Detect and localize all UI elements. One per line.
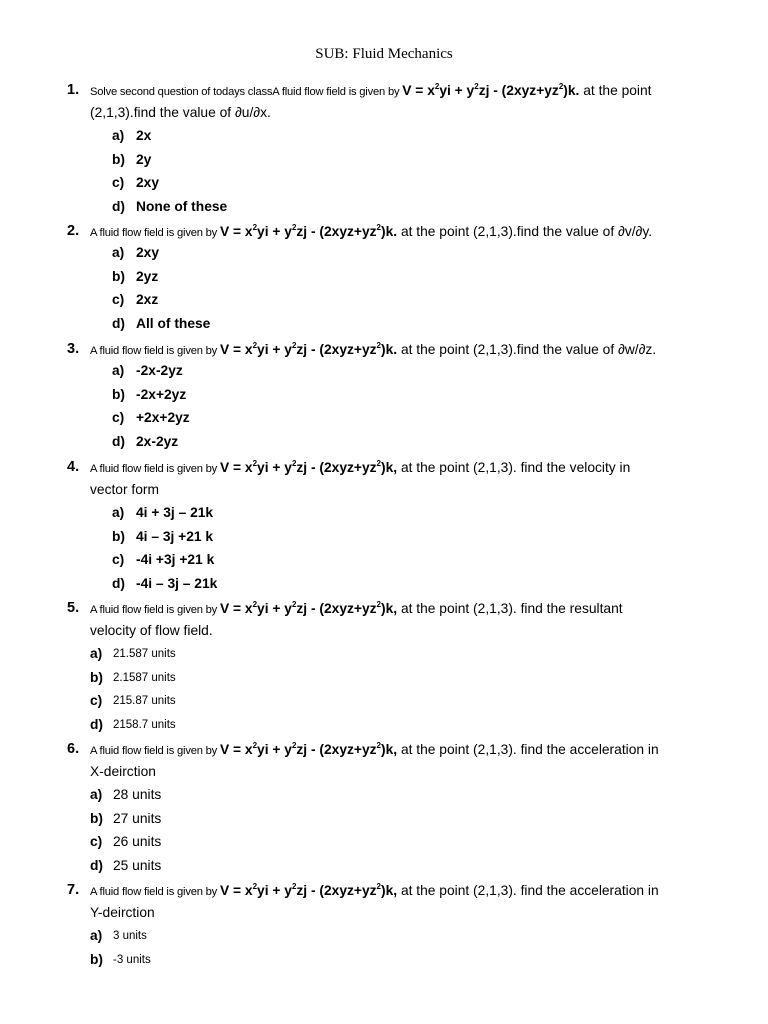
question-number: 7. bbox=[67, 882, 80, 898]
velocity-equation: $V = x^2yi + y^2zj - (2xyz+yz^2)k$, bbox=[219, 600, 398, 616]
option-text: 3 units bbox=[113, 930, 147, 942]
option-d[interactable] bbox=[0, 314, 768, 338]
option-text: 2x-2yz bbox=[136, 433, 179, 449]
option-b[interactable] bbox=[0, 809, 768, 833]
option-label: d) bbox=[112, 433, 126, 449]
option-text: 28 units bbox=[113, 787, 162, 802]
question-number: 3. bbox=[67, 341, 80, 357]
option-text: -4i – 3j – 21k bbox=[136, 575, 218, 591]
option-b[interactable] bbox=[0, 385, 768, 409]
question-tail: at the point bbox=[579, 83, 652, 98]
question-stem bbox=[90, 339, 720, 362]
option-label: c) bbox=[112, 175, 125, 190]
option-label: c) bbox=[112, 552, 125, 567]
option-label: c) bbox=[90, 834, 103, 849]
option-b[interactable] bbox=[0, 668, 768, 692]
option-text: -2x-2yz bbox=[136, 363, 183, 378]
option-text: 4i – 3j +21 k bbox=[136, 528, 214, 544]
option-text: 2158.7 units bbox=[113, 718, 176, 731]
velocity-equation: $V = x^2yi + y^2zj - (2xyz+yz^2)k$. bbox=[219, 223, 398, 239]
option-label: d) bbox=[112, 315, 126, 331]
option-c[interactable] bbox=[0, 550, 768, 574]
option-c[interactable] bbox=[0, 290, 768, 314]
question-intro: A fluid flow field is given by bbox=[90, 745, 220, 757]
question-2 bbox=[0, 221, 768, 337]
question-number: 5. bbox=[67, 600, 80, 616]
option-d[interactable] bbox=[0, 856, 768, 880]
option-label: b) bbox=[112, 151, 126, 167]
option-label: a) bbox=[112, 505, 125, 520]
question-stem bbox=[90, 880, 720, 903]
question-continuation: (2,1,3).find the value of ∂u/∂x. bbox=[90, 105, 271, 120]
option-text: -4i +3j +21 k bbox=[136, 552, 215, 567]
option-label: c) bbox=[112, 410, 125, 425]
question-4 bbox=[0, 457, 768, 597]
question-intro: A fluid flow field is given by bbox=[90, 886, 220, 898]
velocity-equation: $V = x^2yi + y^2zj - (2xyz+yz^2)k$, bbox=[219, 459, 398, 475]
option-text: -2x+2yz bbox=[136, 386, 187, 402]
option-b[interactable] bbox=[0, 527, 768, 551]
question-number: 1. bbox=[67, 82, 80, 98]
option-label: a) bbox=[112, 245, 125, 260]
option-text: 2y bbox=[136, 151, 152, 167]
question-continuation: vector form bbox=[90, 482, 159, 497]
question-tail: at the point (2,1,3). find the velocity in bbox=[397, 460, 631, 475]
option-text: 2yz bbox=[136, 268, 159, 284]
option-a[interactable] bbox=[0, 126, 768, 150]
option-text: 2x bbox=[136, 128, 152, 143]
option-label: c) bbox=[112, 292, 125, 307]
question-intro: A fluid flow field is given by bbox=[90, 463, 220, 475]
velocity-equation: $V = x^2yi + y^2zj - (2xyz+yz^2)k$. bbox=[219, 341, 398, 357]
velocity-equation: $V = x^2yi + y^2zj - (2xyz+yz^2)k$, bbox=[219, 882, 398, 898]
question-continuation: X-deirction bbox=[90, 764, 156, 779]
question-number: 6. bbox=[67, 741, 80, 757]
option-a[interactable] bbox=[0, 503, 768, 527]
option-label: b) bbox=[90, 669, 104, 685]
option-label: b) bbox=[112, 268, 126, 284]
velocity-equation: $V = x^2yi + y^2zj - (2xyz+yz^2)k$, bbox=[219, 741, 398, 757]
option-d[interactable] bbox=[0, 197, 768, 221]
option-text: 2.1587 units bbox=[113, 671, 176, 684]
option-label: a) bbox=[112, 363, 125, 378]
option-text: 4i + 3j – 21k bbox=[136, 505, 214, 520]
option-label: d) bbox=[112, 198, 126, 214]
question-intro: A fluid flow field is given by bbox=[90, 345, 220, 357]
option-label: a) bbox=[90, 787, 103, 802]
question-tail: at the point (2,1,3). find the acceleration in bbox=[397, 742, 659, 757]
option-text: 26 units bbox=[113, 834, 162, 849]
question-intro: Solve second question of todays classA fluid flow field is given by bbox=[90, 86, 403, 98]
option-c[interactable] bbox=[0, 173, 768, 197]
option-b[interactable] bbox=[0, 150, 768, 174]
option-text: None of these bbox=[136, 198, 228, 214]
option-text: 25 units bbox=[113, 857, 162, 873]
option-text: -3 units bbox=[113, 953, 151, 966]
option-label: b) bbox=[90, 951, 104, 967]
option-c[interactable] bbox=[0, 691, 768, 715]
question-7 bbox=[0, 880, 768, 973]
option-label: b) bbox=[112, 386, 126, 402]
question-continuation: Y-deirction bbox=[90, 905, 155, 920]
option-text: 215.87 units bbox=[113, 695, 176, 707]
option-label: b) bbox=[90, 810, 104, 826]
question-5 bbox=[0, 598, 768, 738]
option-label: b) bbox=[112, 528, 126, 544]
page-title: SUB: Fluid Mechanics bbox=[315, 46, 453, 62]
question-continuation: velocity of flow field. bbox=[90, 623, 213, 638]
option-label: a) bbox=[112, 128, 125, 143]
question-3 bbox=[0, 339, 768, 455]
option-label: a) bbox=[90, 928, 103, 943]
option-a[interactable] bbox=[0, 926, 768, 950]
option-text: 21.587 units bbox=[113, 648, 176, 660]
question-tail: at the point (2,1,3).find the value of ∂w/∂z. bbox=[397, 342, 657, 357]
question-tail: at the point (2,1,3). find the acceleration in bbox=[397, 883, 659, 898]
option-d[interactable] bbox=[0, 715, 768, 739]
question-1 bbox=[0, 80, 768, 220]
option-b[interactable] bbox=[0, 267, 768, 291]
velocity-equation: $V = x^2yi + y^2zj - (2xyz+yz^2)k$. bbox=[402, 82, 580, 98]
option-d[interactable] bbox=[0, 432, 768, 456]
option-a[interactable] bbox=[0, 243, 768, 267]
question-stem bbox=[90, 457, 720, 480]
question-intro: A fluid flow field is given by bbox=[90, 604, 220, 616]
option-a[interactable] bbox=[0, 644, 768, 668]
question-stem bbox=[90, 80, 720, 103]
option-text: All of these bbox=[136, 315, 211, 331]
option-d[interactable] bbox=[0, 574, 768, 598]
option-b[interactable] bbox=[0, 950, 768, 974]
question-tail: at the point (2,1,3).find the value of ∂v/∂y. bbox=[397, 224, 653, 239]
question-number: 2. bbox=[67, 223, 80, 239]
question-number: 4. bbox=[67, 459, 80, 475]
option-c[interactable] bbox=[0, 832, 768, 856]
option-label: d) bbox=[112, 575, 126, 591]
option-text: 2xz bbox=[136, 292, 159, 307]
option-text: 27 units bbox=[113, 810, 162, 826]
question-6 bbox=[0, 739, 768, 879]
question-stem bbox=[90, 221, 720, 244]
option-text: 2xy bbox=[136, 175, 160, 190]
option-label: d) bbox=[90, 857, 104, 873]
option-c[interactable] bbox=[0, 408, 768, 432]
option-text: 2xy bbox=[136, 245, 160, 260]
option-label: a) bbox=[90, 646, 103, 661]
option-text: +2x+2yz bbox=[136, 410, 190, 425]
question-stem bbox=[90, 739, 720, 762]
question-tail: at the point (2,1,3). find the resultant bbox=[397, 601, 623, 616]
option-label: c) bbox=[90, 693, 103, 708]
option-a[interactable] bbox=[0, 361, 768, 385]
question-stem bbox=[90, 598, 720, 621]
option-a[interactable] bbox=[0, 785, 768, 809]
option-label: d) bbox=[90, 716, 104, 732]
question-intro: A fluid flow field is given by bbox=[90, 227, 220, 239]
